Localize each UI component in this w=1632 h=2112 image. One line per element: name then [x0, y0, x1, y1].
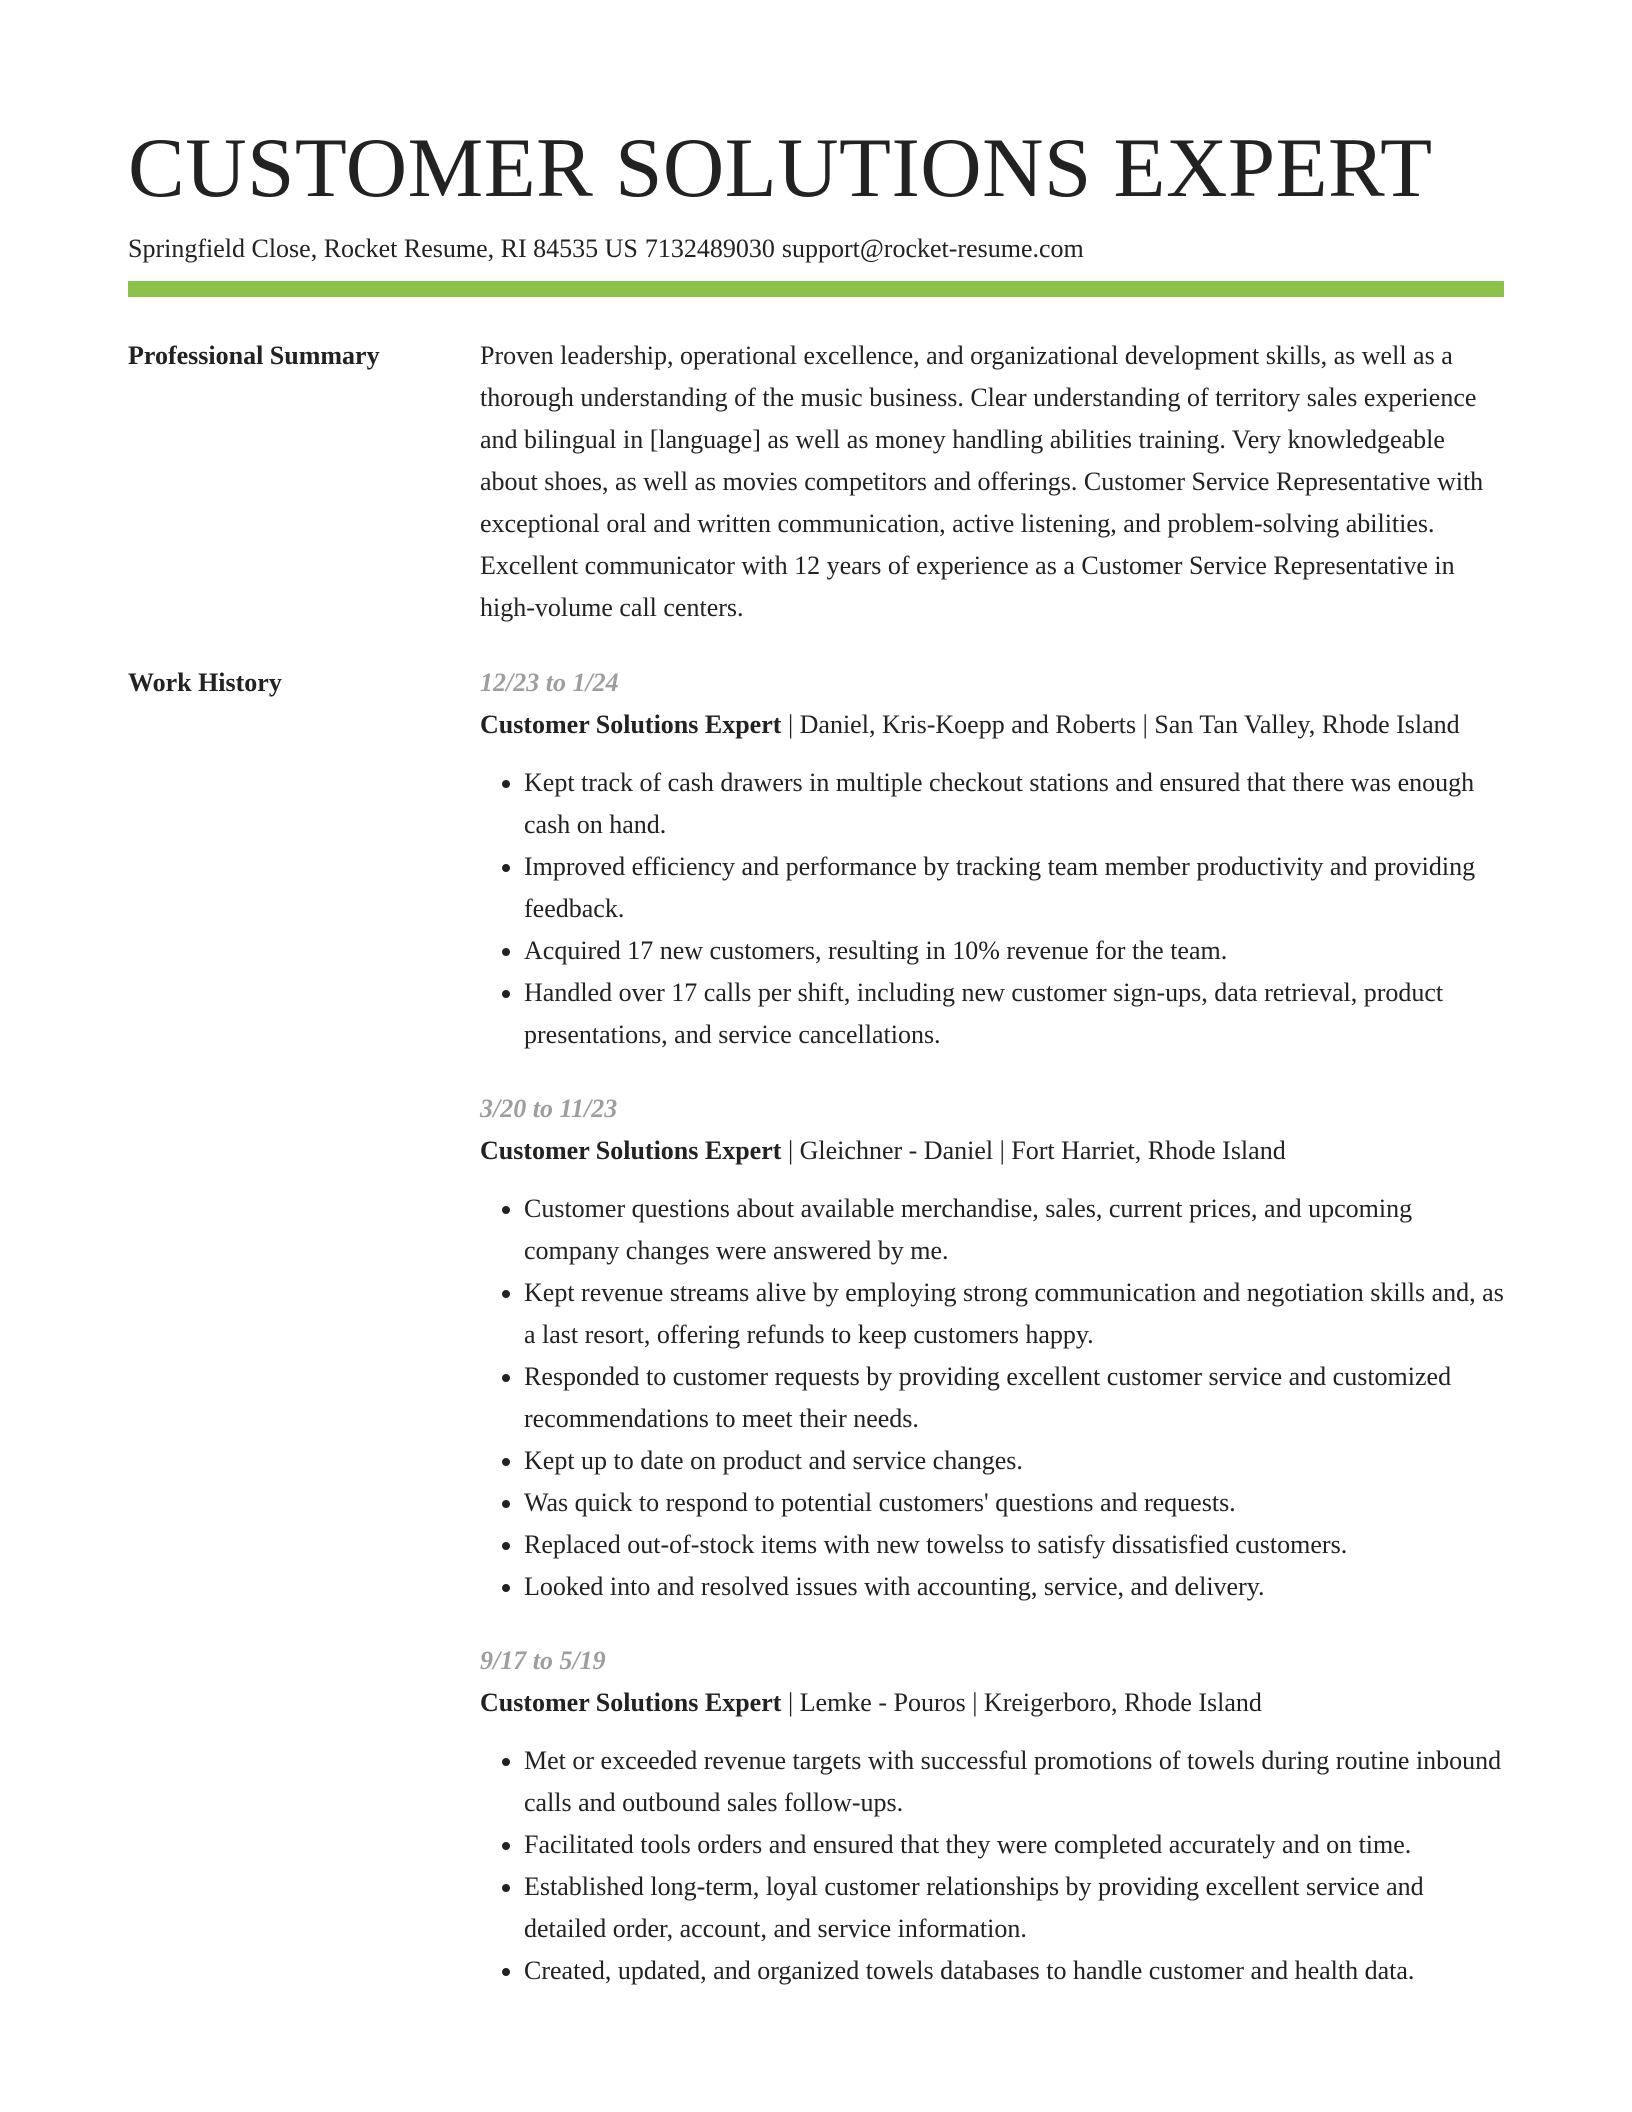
job-bullet: • Kept track of cash drawers in multiple checkout stations and ensured that there was enough cash on hand. — [524, 762, 1504, 846]
job-dates: 3/20 to 11/23 — [480, 1094, 618, 1123]
job-bullet: • Handled over 17 calls per shift, including new customer sign-ups, data retrieval, product presentations, and service cancellations. — [524, 972, 1504, 1056]
header-divider — [128, 281, 1504, 297]
job-heading — [480, 1682, 1504, 1724]
job-bullet: • Created, updated, and organized towels databases to handle customer and health data. — [524, 1950, 1504, 1992]
job-bullet: • Customer questions about available merchandise, sales, current prices, and upcoming company changes were answered by me. — [524, 1188, 1504, 1272]
job-details: | Lemke - Pouros | Kreigerboro, Rhode Island — [781, 1688, 1262, 1717]
contact-email: support@rocket-resume.com — [781, 234, 1084, 263]
job-bullet: • Looked into and resolved issues with accounting, service, and delivery. — [524, 1566, 1504, 1608]
job-bullet: • Kept revenue streams alive by employing strong communication and negotiation skills and, as a last resort, offering refunds to keep customers happy. — [524, 1272, 1504, 1356]
resume-name: CUSTOMER SOLUTIONS EXPERT — [128, 121, 1433, 215]
contact-address: Springfield Close, Rocket Resume, RI 84535 US — [128, 234, 638, 263]
job-bullet: • Was quick to respond to potential customers' questions and requests. — [524, 1482, 1504, 1524]
resume-page — [128, 118, 1504, 2024]
job-bullets — [480, 1740, 1504, 1992]
job-bullet: • Facilitated tools orders and ensured that they were completed accurately and on time. — [524, 1824, 1504, 1866]
job-bullet: • Replaced out-of-stock items with new towelss to satisfy dissatisfied customers. — [524, 1524, 1504, 1566]
job-dates: 9/17 to 5/19 — [480, 1646, 606, 1675]
contact-phone: 7132489030 — [644, 234, 775, 263]
job-bullets — [480, 1188, 1504, 1608]
job-entry — [480, 662, 1504, 1056]
job-bullet: • Met or exceeded revenue targets with successful promotions of towels during routine inbound calls and outbound sales follow-ups. — [524, 1740, 1504, 1824]
job-list — [480, 662, 1504, 2024]
job-title: Customer Solutions Expert — [480, 1136, 782, 1165]
job-title: Customer Solutions Expert — [480, 1688, 782, 1717]
job-heading — [480, 1130, 1504, 1172]
job-bullet: • Responded to customer requests by providing excellent customer service and customized recommendations to meet their needs. — [524, 1356, 1504, 1440]
job-bullet: • Kept up to date on product and service changes. — [524, 1440, 1504, 1482]
job-bullet: • Established long-term, loyal customer relationships by providing excellent service and detailed order, account, and service information. — [524, 1866, 1504, 1950]
work-history-label: Work History — [128, 668, 282, 697]
contact-line — [128, 231, 1504, 267]
job-details: | Daniel, Kris-Koepp and Roberts | San Tan Valley, Rhode Island — [781, 710, 1460, 739]
job-bullet: • Improved efficiency and performance by tracking team member productivity and providing feedback. — [524, 846, 1504, 930]
summary-section — [128, 335, 1504, 629]
job-details: | Gleichner - Daniel | Fort Harriet, Rhode Island — [781, 1136, 1286, 1165]
job-bullets — [480, 762, 1504, 1056]
job-heading — [480, 704, 1504, 746]
summary-text: Proven leadership, operational excellence, and organizational development skills, as well as a thorough understanding of the music business. Clear understanding of territory sales experience and bilingual in [language] as well as money handling abilities training. Very knowledgeable about shoes, as well as movies competitors and offerings. Customer Service Representative with exceptional oral and written communication, active listening, and problem-solving abilities. Excellent communicator with 12 years of experience as a Customer Service Representative in high-volume call centers. — [480, 341, 1484, 622]
job-entry — [480, 1640, 1504, 1992]
work-history-section — [128, 662, 1504, 2024]
summary-label: Professional Summary — [128, 341, 380, 370]
job-entry — [480, 1088, 1504, 1608]
job-bullet: • Acquired 17 new customers, resulting in 10% revenue for the team. — [524, 930, 1504, 972]
job-title: Customer Solutions Expert — [480, 710, 782, 739]
job-dates: 12/23 to 1/24 — [480, 668, 619, 697]
